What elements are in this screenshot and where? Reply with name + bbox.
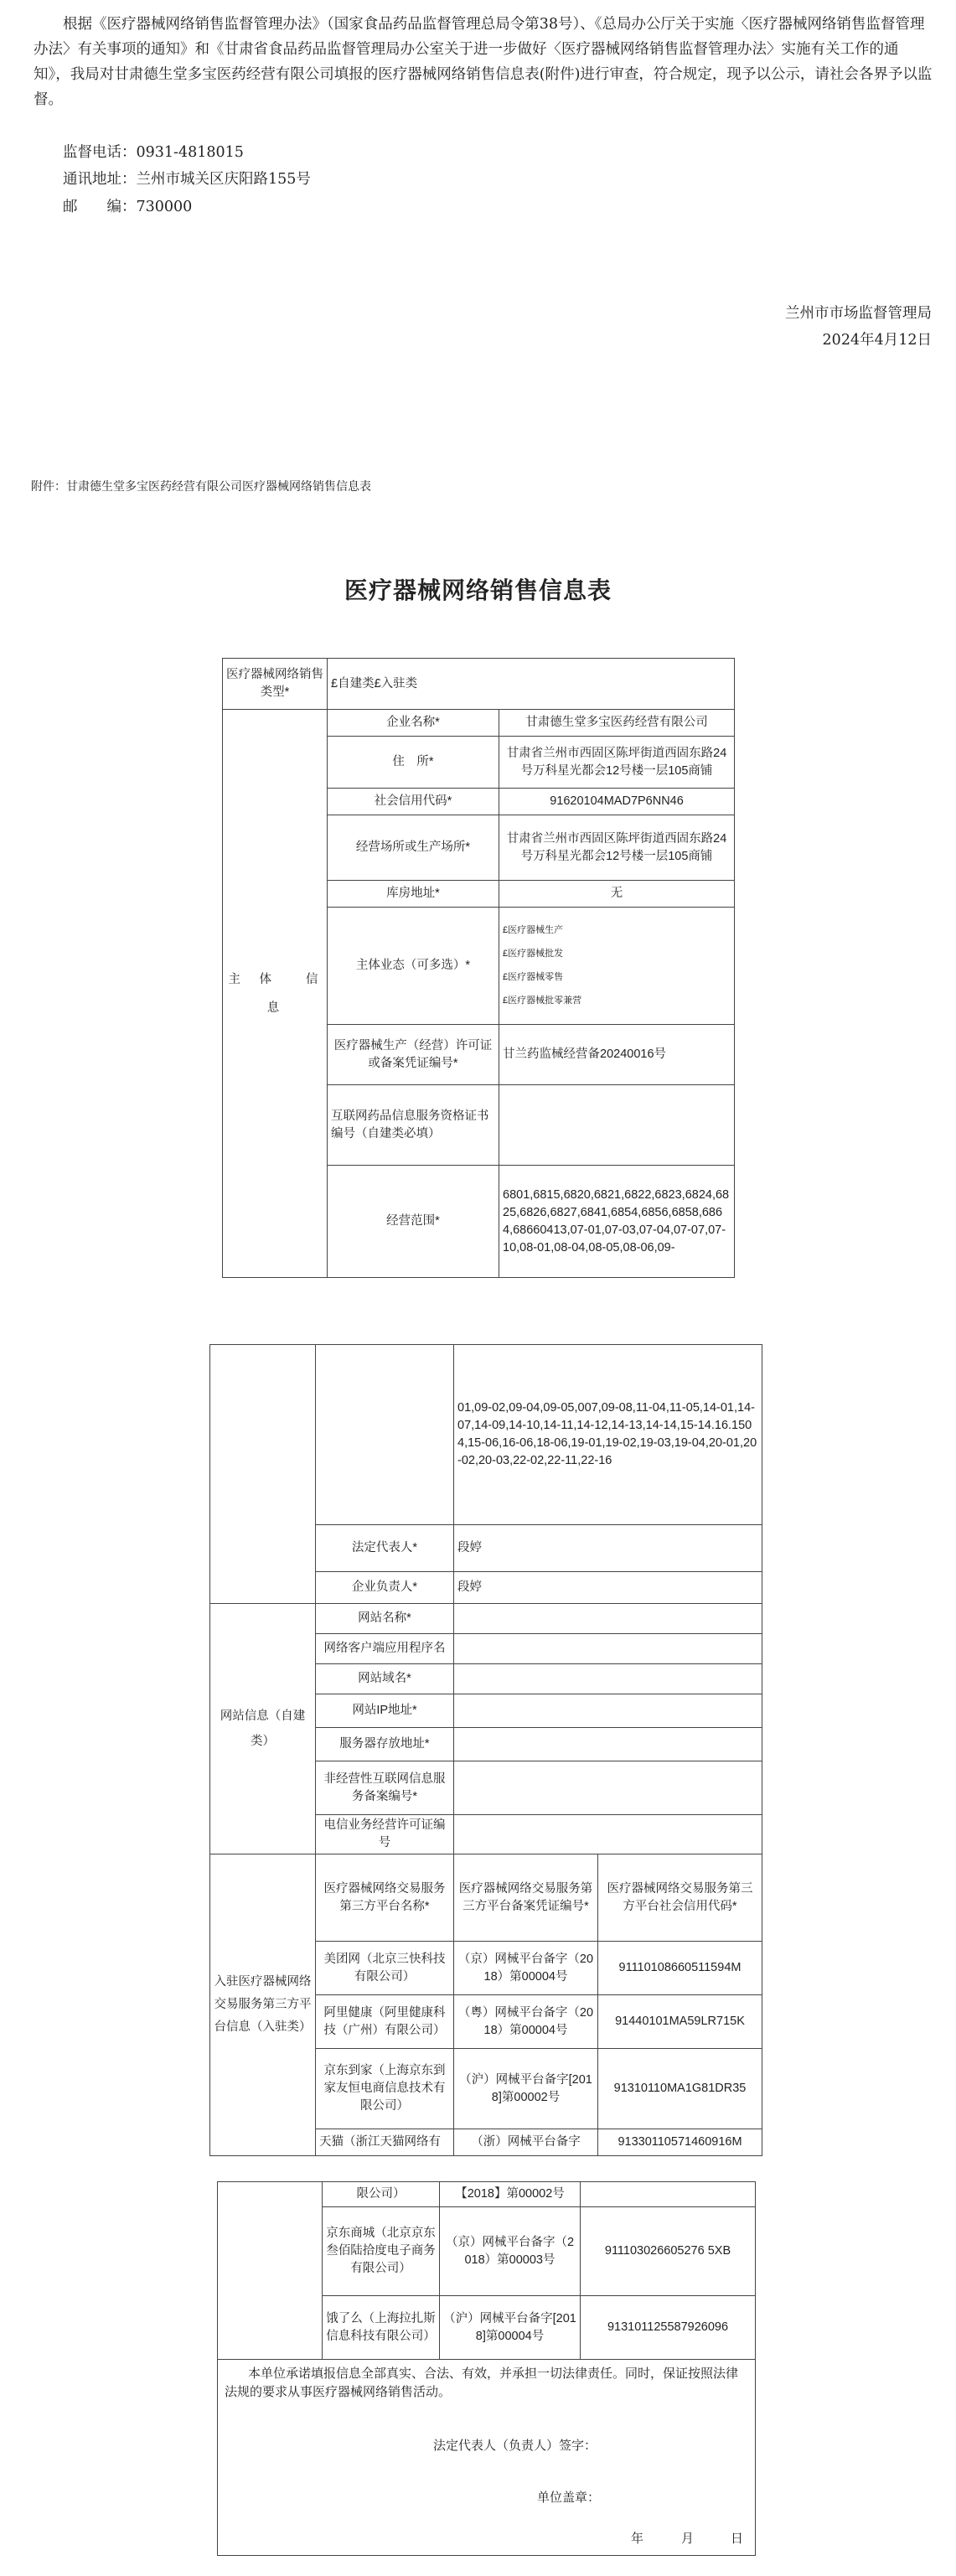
platform-name: 限公司） bbox=[323, 2182, 440, 2207]
platform-credit: 91330110571460916M bbox=[598, 2129, 762, 2156]
business-mode-options bbox=[499, 908, 735, 1025]
internet-cert-value bbox=[499, 1085, 735, 1166]
platform-credit: 91310110MA1G81DR35 bbox=[598, 2049, 762, 2129]
website-field-value bbox=[454, 1634, 762, 1664]
premises-label: 经营场所或生产场所* bbox=[328, 815, 499, 881]
attachment-label: 附件：甘肃德生堂多宝医药经营有限公司医疗器械网络销售信息表 bbox=[31, 479, 371, 493]
sales-type-label: 医疗器械网络销售类型* bbox=[223, 659, 328, 710]
residence-label: 住 所* bbox=[328, 737, 499, 789]
platform-filing: （粤）网械平台备字（2018）第00004号 bbox=[454, 1995, 598, 2049]
platform-name-header: 医疗器械网络交易服务第三方平台名称* bbox=[316, 1854, 454, 1942]
website-field-value bbox=[454, 1694, 762, 1728]
license-label: 医疗器械生产（经营）许可证或备案凭证编号* bbox=[328, 1025, 499, 1085]
principal-value: 段婷 bbox=[454, 1572, 762, 1604]
business-mode-option: £医疗器械零售 bbox=[503, 972, 564, 982]
platform-filing: （京）网械平台备字（2018）第00004号 bbox=[454, 1942, 598, 1995]
signature-label: 法定代表人（负责人）签字： bbox=[433, 2439, 597, 2453]
website-field-label: 网站名称* bbox=[316, 1604, 454, 1634]
platform-credit-header: 医疗器械网络交易服务第三方平台社会信用代码* bbox=[598, 1854, 762, 1942]
business-mode-option: £医疗器械生产 bbox=[503, 925, 564, 935]
issuer-name: 兰州市市场监督管理局 bbox=[785, 305, 932, 322]
form-table-page-1 bbox=[222, 658, 735, 1278]
scope-value-part-1: 6801,6815,6820,6821,6822,6823,6824,6825,6826,6827,6841,6854,6856,6858,6864,68660413,07-01,07-03,07-04,07-07,07-10,08-01,08-04,08-05,08-06,09- bbox=[499, 1166, 735, 1278]
license-number: 甘兰药监械经营备20240016号 bbox=[499, 1025, 735, 1085]
form-table-page-3 bbox=[217, 2181, 756, 2556]
legal-rep-label: 法定代表人* bbox=[316, 1525, 454, 1572]
sales-type-value: £自建类£入驻类 bbox=[328, 659, 735, 710]
warehouse-value: 无 bbox=[499, 881, 735, 908]
declaration-cell bbox=[218, 2360, 756, 2556]
platform-filing: 【2018】第00002号 bbox=[440, 2182, 581, 2207]
platform-credit bbox=[581, 2182, 756, 2207]
website-field-value bbox=[454, 1761, 762, 1815]
seal-label: 单位盖章： bbox=[537, 2491, 601, 2505]
platform-name: 天猫（浙江天猫网络有 bbox=[316, 2129, 454, 2156]
residence-value: 甘肃省兰州市西固区陈坪街道西固东路24号万科星光都会12号楼一层105商铺 bbox=[499, 737, 735, 789]
business-mode-label: 主体业态（可多选）* bbox=[328, 908, 499, 1025]
date-month: 月 bbox=[681, 2532, 695, 2546]
website-field-value bbox=[454, 1815, 762, 1854]
platform-filing: （沪）网械平台备字[2018]第00002号 bbox=[454, 2049, 598, 2129]
scope-value-part-2: 01,09-02,09-04,09-05,007,09-08,11-04,11-05,14-01,14-07,14-09,14-10,14-11,14-12,14-13,14-14,15-14.16.1504,15-06,16-06,18-06,19-01,19-02,19-03,19-04,20-01,20-02,20-03,22-02,22-11,22-16 bbox=[454, 1345, 762, 1525]
business-mode-option: £医疗器械批发 bbox=[503, 949, 564, 959]
scope-label-cont bbox=[316, 1345, 454, 1525]
warehouse-label: 库房地址* bbox=[328, 881, 499, 908]
platform-filing-header: 医疗器械网络交易服务第三方平台备案凭证编号* bbox=[454, 1854, 598, 1942]
principal-label: 企业负责人* bbox=[316, 1572, 454, 1604]
website-field-label: 网站域名* bbox=[316, 1664, 454, 1694]
platform-name: 京东到家（上海京东到家友恒电商信息技术有限公司） bbox=[316, 2049, 454, 2129]
credit-code-label: 社会信用代码* bbox=[328, 789, 499, 815]
internet-cert-label: 互联网药品信息服务资格证书编号（自建类必填） bbox=[328, 1085, 499, 1166]
mailing-address: 通讯地址：兰州市城关区庆阳路155号 bbox=[63, 171, 311, 188]
business-mode-option: £医疗器械批零兼营 bbox=[503, 996, 582, 1006]
platform-name: 阿里健康（阿里健康科技（广州）有限公司） bbox=[316, 1995, 454, 2049]
platform-name: 京东商城（北京京东叁佰陆拾度电子商务有限公司） bbox=[323, 2207, 440, 2296]
platform-info-section: 入驻医疗器械网络交易服务第三方平台信息（入驻类） bbox=[210, 1854, 316, 2156]
platform-credit: 911103026605276 5XB bbox=[581, 2207, 756, 2296]
notice-intro: 根据《医疗器械网络销售监督管理办法》（国家食品药品监督管理总局令第38号）、《总局办公厅关于实施〈医疗器械网络销售监督管理办法〉有关事项的通知》和《甘肃省食品药品监督管理局办公室关于进一步做好〈医疗器械网络销售监督管理办法〉实施有关工作的通知》，我局对甘肃德生堂多宝医药经营有限公司填报的医疗器械网络销售信息表(附件)进行审查，符合规定，现予以公示，请社会各界予以监督。 bbox=[34, 16, 933, 108]
website-info-section: 网站信息（自建类） bbox=[210, 1604, 316, 1854]
website-field-label: 网站IP地址* bbox=[316, 1694, 454, 1728]
company-name: 甘肃德生堂多宝医药经营有限公司 bbox=[499, 710, 735, 737]
website-field-value bbox=[454, 1664, 762, 1694]
website-field-label: 电信业务经营许可证编号 bbox=[316, 1815, 454, 1854]
issue-date: 2024年4月12日 bbox=[822, 332, 932, 349]
credit-code-value: 91620104MAD7P6NN46 bbox=[499, 789, 735, 815]
platform-info-section-cont bbox=[218, 2182, 323, 2360]
form-table-page-2 bbox=[209, 1344, 762, 2156]
platform-name: 美团网（北京三快科技有限公司） bbox=[316, 1942, 454, 1995]
website-field-label: 服务器存放地址* bbox=[316, 1728, 454, 1761]
date-year: 年 bbox=[631, 2532, 644, 2546]
website-field-value bbox=[454, 1604, 762, 1634]
postcode: 邮 编：730000 bbox=[63, 199, 193, 215]
legal-rep-value: 段婷 bbox=[454, 1525, 762, 1572]
platform-filing: （沪）网械平台备字[2018]第00004号 bbox=[440, 2296, 581, 2360]
website-field-value bbox=[454, 1728, 762, 1761]
platform-credit: 913101125587926096 bbox=[581, 2296, 756, 2360]
subject-info-section-cont bbox=[210, 1345, 316, 1604]
platform-filing: （浙）网械平台备字 bbox=[454, 2129, 598, 2156]
declaration-text: 本单位承诺填报信息全部真实、合法、有效，并承担一切法律责任。同时，保证按照法律法规的要求从事医疗器械网络销售活动。 bbox=[225, 2367, 739, 2399]
website-field-label: 非经营性互联网信息服务备案编号* bbox=[316, 1761, 454, 1815]
platform-credit: 91110108660511594M bbox=[598, 1942, 762, 1995]
supervision-phone: 监督电话：0931-4818015 bbox=[63, 144, 244, 161]
form-title: 医疗器械网络销售信息表 bbox=[344, 577, 612, 603]
website-field-label: 网络客户端应用程序名 bbox=[316, 1634, 454, 1664]
scope-label: 经营范围* bbox=[328, 1166, 499, 1278]
premises-value: 甘肃省兰州市西固区陈坪街道西固东路24号万科星光都会12号楼一层105商铺 bbox=[499, 815, 735, 881]
date-day: 日 bbox=[731, 2532, 744, 2546]
platform-filing: （京）网械平台备字（2018）第00003号 bbox=[440, 2207, 581, 2296]
company-name-label: 企业名称* bbox=[328, 710, 499, 737]
platform-name: 饿了么（上海拉扎斯信息科技有限公司） bbox=[323, 2296, 440, 2360]
subject-info-section: 主 体 信 息 bbox=[223, 710, 328, 1278]
platform-credit: 91440101MA59LR715K bbox=[598, 1995, 762, 2049]
